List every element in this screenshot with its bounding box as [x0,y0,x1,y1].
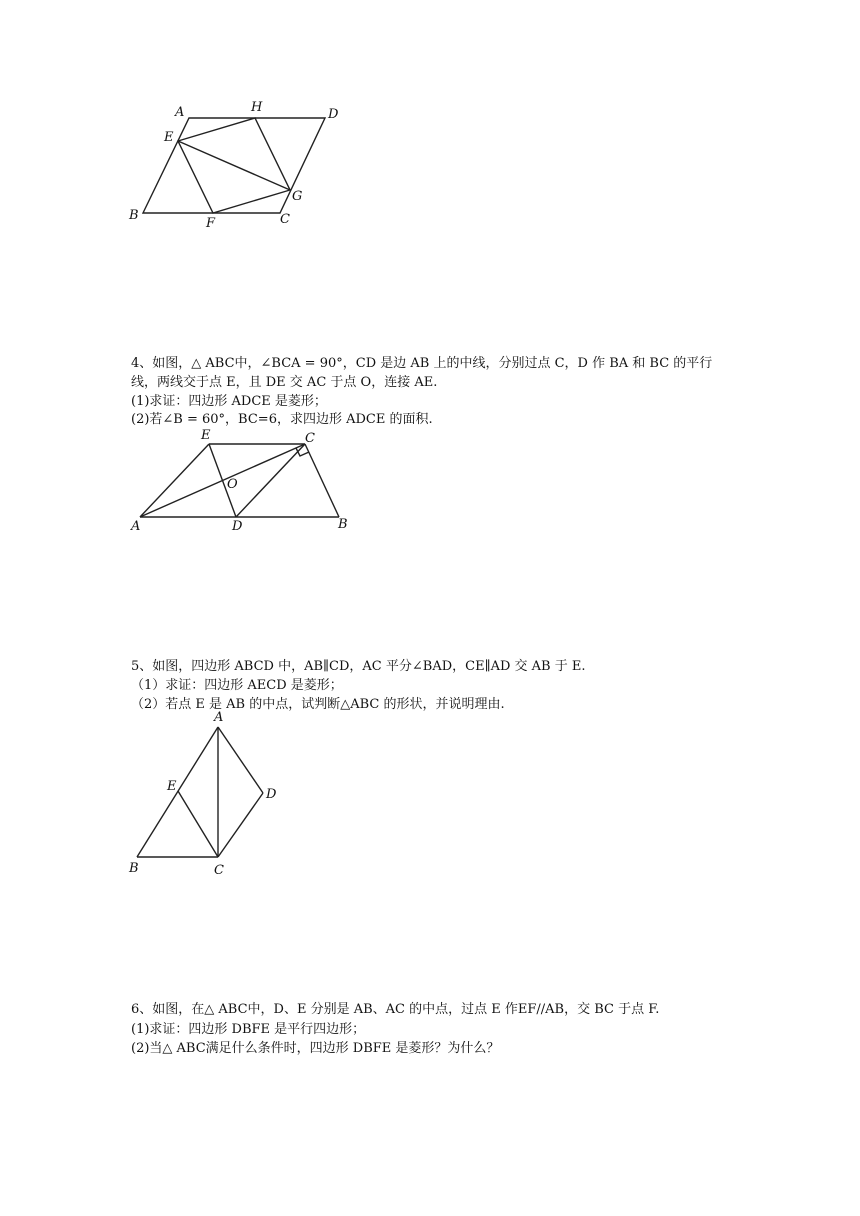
segment-eg [178,141,290,190]
segment-ae [140,444,209,517]
problem-6-line-3: (2)当△ ABC满足什么条件时，四边形 DBFE 是菱形？为什么？ [131,1041,500,1056]
problem-5-line-3: （2）若点 E 是 AB 的中点，试判断△ABC 的形状，并说明理由. [131,697,505,712]
segment-dc [236,444,305,517]
problem-4-line-3: (1)求证：四边形 ADCE 是菱形； [131,394,327,409]
segment-cb [305,444,339,517]
label-c: C [214,863,224,878]
label-a: A [214,710,224,725]
label-c: C [280,212,290,227]
label-d: D [232,519,243,534]
label-f: F [206,216,216,231]
segment-dc [218,793,263,857]
label-d: D [328,107,339,122]
label-o: O [227,477,238,492]
label-d: D [266,787,277,802]
label-h: H [251,100,263,115]
figure-problem-4 [130,428,348,534]
problem-5-line-2: （1）求证：四边形 AECD 是菱形； [131,678,343,693]
problem-6-line-2: (1)求证：四边形 DBFE 是平行四边形； [131,1022,366,1037]
segment-ad [218,727,263,793]
label-c: C [305,431,315,446]
label-a: A [175,105,185,120]
label-b: B [338,517,348,532]
label-b: B [129,861,139,876]
label-g: G [292,189,303,204]
label-a: A [131,519,141,534]
problem-4-line-1: 4、如图，△ ABC中，∠BCA = 90°，CD 是边 AB 上的中线，分别过点 C，D 作 BA 和 BC 的平行 [131,356,713,371]
problem-4-line-2: 线，两线交于点 E，且 DE 交 AC 于点 O，连接 AE. [131,375,438,390]
problem-6-line-1: 6、如图，在△ ABC中，D、E 分别是 AB、AC 的中点，过点 E 作EF//AB，交 BC 于点 F. [131,1002,660,1017]
label-e: E [164,130,174,145]
label-b: B [129,208,139,223]
figure-problem-5 [128,710,277,878]
problem-4-line-4: (2)若∠B = 60°，BC=6，求四边形 ADCE 的面积. [131,412,433,427]
label-e: E [201,428,211,443]
label-e: E [167,779,177,794]
problem-5-line-1: 5、如图，四边形 ABCD 中，AB∥CD，AC 平分∠BAD，CE∥AD 交 AB 于 E. [131,659,586,674]
segment-ec [178,791,218,857]
